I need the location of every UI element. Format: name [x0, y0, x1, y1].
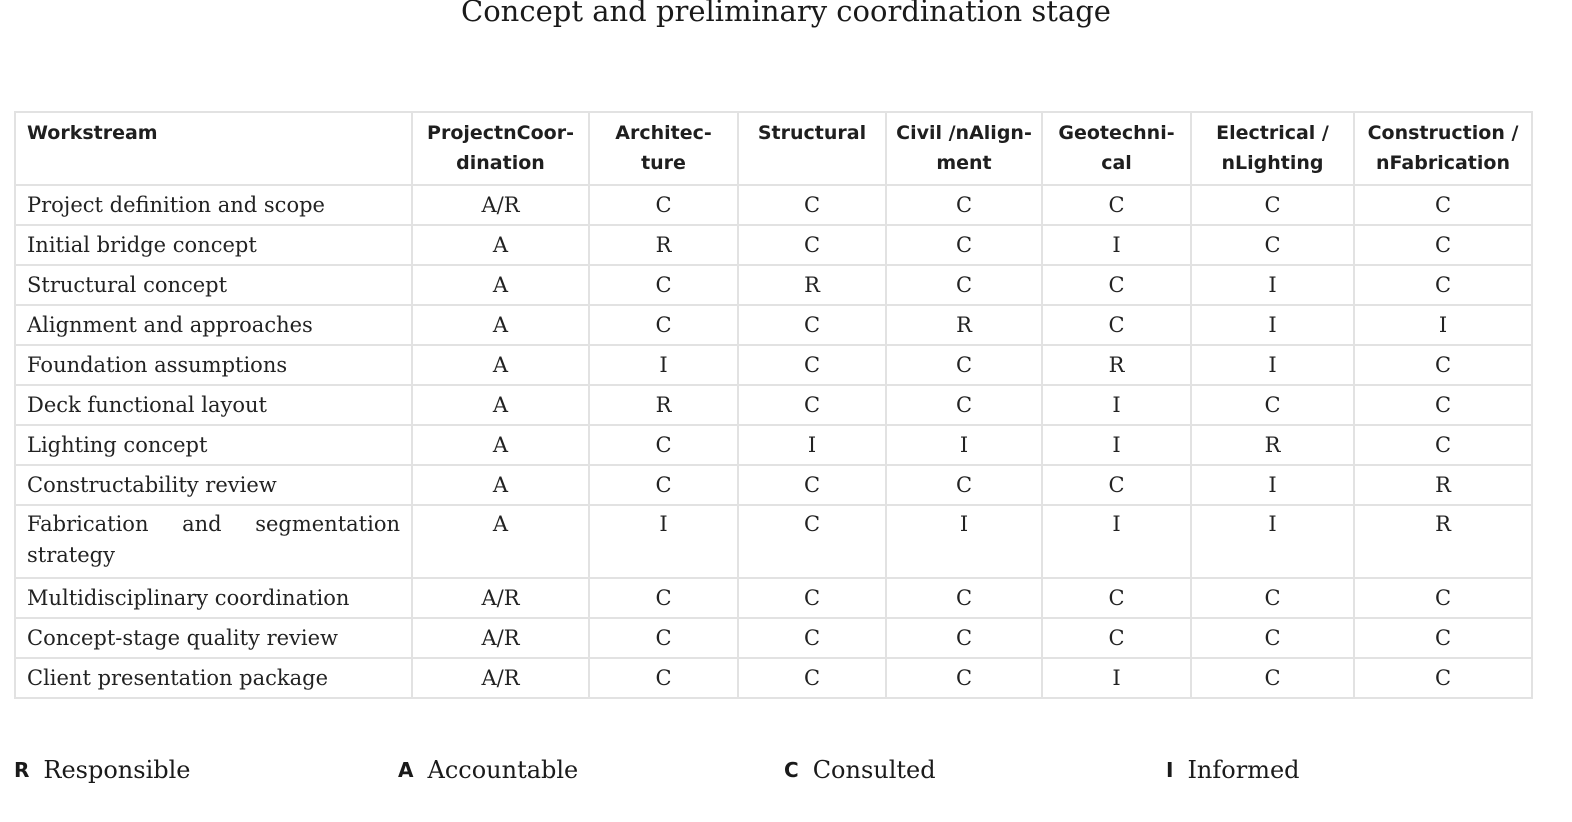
workstream-cell: Lighting concept: [15, 425, 412, 465]
raci-cell: C: [886, 658, 1042, 698]
workstream-cell: Constructability review: [15, 465, 412, 505]
raci-cell: I: [886, 425, 1042, 465]
raci-cell: A/R: [412, 658, 589, 698]
raci-cell: C: [1354, 345, 1532, 385]
raci-cell: C: [738, 185, 886, 225]
column-header-civil-alignment: Civil /nAlign-ment: [886, 112, 1042, 185]
raci-cell: C: [1191, 618, 1354, 658]
raci-cell: I: [738, 425, 886, 465]
raci-cell: C: [1354, 618, 1532, 658]
raci-cell: I: [1354, 305, 1532, 345]
raci-cell: I: [1191, 505, 1354, 578]
raci-cell: I: [1042, 425, 1191, 465]
raci-cell: C: [738, 385, 886, 425]
table-row: [15, 465, 1532, 505]
column-header-electrical-lighting: Electrical / nLighting: [1191, 112, 1354, 185]
raci-cell: I: [1042, 505, 1191, 578]
workstream-cell: Foundation assumptions: [15, 345, 412, 385]
table-row: [15, 658, 1532, 698]
raci-cell: A/R: [412, 578, 589, 618]
table-row: [15, 305, 1532, 345]
raci-cell: I: [1191, 345, 1354, 385]
raci-cell: C: [589, 658, 738, 698]
raci-cell: C: [1354, 185, 1532, 225]
raci-cell: C: [1354, 425, 1532, 465]
workstream-cell: Project definition and scope: [15, 185, 412, 225]
raci-cell: C: [589, 618, 738, 658]
column-header-workstream: Workstream: [15, 112, 412, 185]
legend-key: R: [14, 758, 30, 782]
raci-cell: C: [1191, 185, 1354, 225]
column-header-construction-fabrication: Construction / nFabrication: [1354, 112, 1532, 185]
raci-cell: C: [1042, 185, 1191, 225]
raci-cell: R: [1354, 465, 1532, 505]
legend-label: Responsible: [43, 756, 191, 784]
workstream-cell: Client presentation package: [15, 658, 412, 698]
raci-cell: C: [886, 225, 1042, 265]
raci-cell: C: [1191, 578, 1354, 618]
raci-cell: A/R: [412, 618, 589, 658]
table-row: [15, 385, 1532, 425]
raci-cell: C: [1354, 385, 1532, 425]
raci-cell: I: [589, 505, 738, 578]
raci-cell: I: [1042, 658, 1191, 698]
workstream-cell: Structural concept: [15, 265, 412, 305]
raci-cell: R: [1042, 345, 1191, 385]
raci-cell: C: [738, 505, 886, 578]
legend-key: A: [398, 758, 414, 782]
raci-cell: C: [886, 465, 1042, 505]
raci-cell: R: [1354, 505, 1532, 578]
raci-cell: C: [1042, 618, 1191, 658]
raci-cell: C: [589, 265, 738, 305]
table-row: [15, 425, 1532, 465]
raci-cell: C: [738, 305, 886, 345]
raci-cell: R: [589, 385, 738, 425]
table-row: [15, 505, 1532, 578]
table-row: [15, 578, 1532, 618]
raci-cell: C: [738, 345, 886, 385]
table-row: [15, 345, 1532, 385]
raci-matrix-table: [14, 111, 1533, 699]
raci-cell: C: [886, 385, 1042, 425]
raci-cell: A: [412, 265, 589, 305]
raci-cell: A: [412, 465, 589, 505]
column-header-architecture: Architec-ture: [589, 112, 738, 185]
legend-item-consulted: [784, 754, 936, 786]
raci-cell: C: [1354, 265, 1532, 305]
workstream-cell: Fabrication and segmentation strategy: [15, 505, 412, 578]
raci-cell: C: [589, 465, 738, 505]
raci-cell: R: [1191, 425, 1354, 465]
raci-cell: A: [412, 345, 589, 385]
raci-cell: C: [589, 425, 738, 465]
raci-cell: C: [1354, 658, 1532, 698]
column-header-structural: Structural: [738, 112, 886, 185]
raci-cell: R: [886, 305, 1042, 345]
raci-cell: C: [1042, 578, 1191, 618]
legend-key: I: [1166, 758, 1174, 782]
raci-cell: C: [738, 578, 886, 618]
table-row: [15, 185, 1532, 225]
raci-cell: I: [1191, 265, 1354, 305]
raci-cell: C: [1354, 225, 1532, 265]
raci-cell: A: [412, 305, 589, 345]
raci-cell: A: [412, 425, 589, 465]
legend-key: C: [784, 758, 799, 782]
legend-item-accountable: [398, 754, 578, 786]
raci-cell: C: [1191, 658, 1354, 698]
raci-cell: C: [589, 185, 738, 225]
raci-cell: C: [1042, 265, 1191, 305]
raci-cell: R: [589, 225, 738, 265]
table-row: [15, 618, 1532, 658]
raci-cell: C: [1191, 225, 1354, 265]
raci-cell: I: [589, 345, 738, 385]
page-title: Concept and preliminary coordination stage: [461, 0, 1111, 28]
raci-cell: A: [412, 225, 589, 265]
raci-cell: C: [886, 618, 1042, 658]
raci-cell: I: [1191, 465, 1354, 505]
raci-cell: I: [1042, 385, 1191, 425]
raci-cell: C: [1042, 305, 1191, 345]
raci-cell: C: [1191, 385, 1354, 425]
table-row: [15, 225, 1532, 265]
raci-cell: C: [738, 225, 886, 265]
column-header-project-coordination: ProjectnCoor-dination: [412, 112, 589, 185]
workstream-cell: Alignment and approaches: [15, 305, 412, 345]
raci-cell: I: [886, 505, 1042, 578]
raci-cell: A: [412, 385, 589, 425]
column-header-geotechnical: Geotechni-cal: [1042, 112, 1191, 185]
table-header-row: [15, 112, 1532, 185]
workstream-cell: Multidisciplinary coordination: [15, 578, 412, 618]
raci-cell: R: [738, 265, 886, 305]
raci-cell: C: [886, 578, 1042, 618]
legend-item-informed: [1166, 754, 1300, 786]
legend-label: Accountable: [427, 756, 579, 784]
raci-cell: C: [1042, 465, 1191, 505]
raci-cell: C: [886, 345, 1042, 385]
workstream-cell: Initial bridge concept: [15, 225, 412, 265]
raci-cell: I: [1191, 305, 1354, 345]
raci-cell: A: [412, 505, 589, 578]
raci-cell: C: [589, 305, 738, 345]
raci-cell: C: [886, 185, 1042, 225]
legend-label: Consulted: [812, 756, 936, 784]
legend-label: Informed: [1187, 756, 1300, 784]
raci-cell: I: [1042, 225, 1191, 265]
legend-item-responsible: [14, 754, 191, 786]
raci-cell: C: [738, 618, 886, 658]
table-row: [15, 265, 1532, 305]
raci-cell: C: [1354, 578, 1532, 618]
raci-cell: C: [738, 465, 886, 505]
workstream-cell: Deck functional layout: [15, 385, 412, 425]
raci-cell: C: [886, 265, 1042, 305]
raci-cell: C: [589, 578, 738, 618]
table-body: [15, 185, 1532, 698]
raci-cell: A/R: [412, 185, 589, 225]
workstream-cell: Concept-stage quality review: [15, 618, 412, 658]
raci-cell: C: [738, 658, 886, 698]
